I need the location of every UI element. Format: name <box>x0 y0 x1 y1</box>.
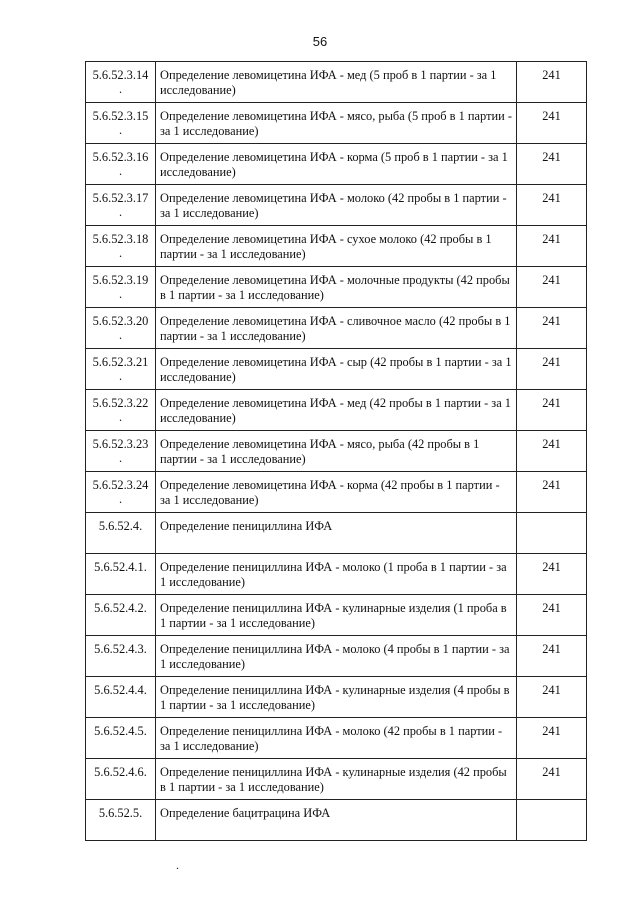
item-price: 241 <box>517 390 587 431</box>
item-code-cell <box>86 513 156 554</box>
table-row <box>86 267 587 308</box>
item-code: 5.6.52.4.4. <box>94 683 147 697</box>
item-price: 241 <box>517 718 587 759</box>
item-code-cell <box>86 718 156 759</box>
item-price: 241 <box>517 636 587 677</box>
item-code-cell <box>86 636 156 677</box>
item-price: 241 <box>517 185 587 226</box>
item-code: 5.6.52.5. <box>98 806 143 820</box>
table-row <box>86 472 587 513</box>
item-code-suffix: . <box>118 451 123 465</box>
item-code-suffix: . <box>118 328 123 342</box>
item-code-suffix: . <box>118 410 123 424</box>
item-code: 5.6.52.3.14 <box>92 68 149 82</box>
item-code-cell <box>86 308 156 349</box>
item-price <box>517 800 587 841</box>
table-row <box>86 554 587 595</box>
item-price: 241 <box>517 677 587 718</box>
item-description: Определение левомицетина ИФА - мясо, рыба (42 пробы в 1 партии - за 1 исследование) <box>156 431 517 472</box>
item-price: 241 <box>517 554 587 595</box>
item-description: Определение пенициллина ИФА - кулинарные изделия (1 проба в 1 партии - за 1 исследование) <box>156 595 517 636</box>
item-code-suffix: . <box>118 123 123 137</box>
item-code-suffix: . <box>118 205 123 219</box>
item-code-suffix: . <box>118 82 123 96</box>
item-code-suffix: . <box>118 287 123 301</box>
item-description: Определение пенициллина ИФА - молоко (42 пробы в 1 партии - за 1 исследование) <box>156 718 517 759</box>
item-price <box>517 513 587 554</box>
item-code-cell <box>86 554 156 595</box>
item-code-cell <box>86 144 156 185</box>
table-row <box>86 800 587 841</box>
item-description: Определение левомицетина ИФА - молоко (42 пробы в 1 партии - за 1 исследование) <box>156 185 517 226</box>
item-code: 5.6.52.3.21 <box>92 355 149 369</box>
item-code: 5.6.52.3.20 <box>92 314 149 328</box>
item-description: Определение левомицетина ИФА - молочные продукты (42 пробы в 1 партии - за 1 исследование) <box>156 267 517 308</box>
item-price: 241 <box>517 103 587 144</box>
item-code-cell <box>86 185 156 226</box>
item-price: 241 <box>517 759 587 800</box>
item-price: 241 <box>517 308 587 349</box>
table-row <box>86 595 587 636</box>
table-body <box>86 62 587 841</box>
item-code: 5.6.52.3.23 <box>92 437 149 451</box>
item-price: 241 <box>517 595 587 636</box>
table-row <box>86 759 587 800</box>
table-row <box>86 718 587 759</box>
item-code: 5.6.52.3.22 <box>92 396 149 410</box>
table-row <box>86 390 587 431</box>
item-code-cell <box>86 677 156 718</box>
item-description: Определение пенициллина ИФА - молоко (4 пробы в 1 партии - за 1 исследование) <box>156 636 517 677</box>
table-row <box>86 636 587 677</box>
item-description: Определение пенициллина ИФА <box>156 513 517 554</box>
table-row <box>86 62 587 103</box>
item-code: 5.6.52.3.16 <box>92 150 149 164</box>
item-code: 5.6.52.4.2. <box>94 601 147 615</box>
item-code: 5.6.52.3.17 <box>92 191 149 205</box>
item-description: Определение левомицетина ИФА - корма (5 проб в 1 партии - за 1 исследование) <box>156 144 517 185</box>
table-row <box>86 513 587 554</box>
item-price: 241 <box>517 349 587 390</box>
item-price: 241 <box>517 267 587 308</box>
item-code: 5.6.52.4.3. <box>94 642 147 656</box>
item-code: 5.6.52.3.24 <box>92 478 149 492</box>
item-code-suffix: . <box>118 492 123 506</box>
item-description: Определение левомицетина ИФА - мясо, рыба (5 проб в 1 партии - за 1 исследование) <box>156 103 517 144</box>
table-row <box>86 226 587 267</box>
table-row <box>86 144 587 185</box>
item-price: 241 <box>517 62 587 103</box>
item-description: Определение левомицетина ИФА - корма (42 пробы в 1 партии - за 1 исследование) <box>156 472 517 513</box>
item-price: 241 <box>517 431 587 472</box>
item-description: Определение пенициллина ИФА - кулинарные изделия (42 пробы в 1 партии - за 1 исследование) <box>156 759 517 800</box>
item-code-suffix: . <box>118 246 123 260</box>
item-description: Определение левомицетина ИФА - сыр (42 пробы в 1 партии - за 1 исследование) <box>156 349 517 390</box>
table-row <box>86 349 587 390</box>
item-code: 5.6.52.4.1. <box>94 560 147 574</box>
item-code-cell <box>86 759 156 800</box>
table-row <box>86 431 587 472</box>
item-description: Определение левомицетина ИФА - сливочное масло (42 пробы в 1 партии - за 1 исследование) <box>156 308 517 349</box>
item-description: Определение бацитрацина ИФА <box>156 800 517 841</box>
item-description: Определение пенициллина ИФА - кулинарные изделия (4 пробы в 1 партии - за 1 исследование) <box>156 677 517 718</box>
price-table <box>85 61 587 841</box>
item-code: 5.6.52.3.19 <box>92 273 149 287</box>
item-code-cell <box>86 103 156 144</box>
item-description: Определение левомицетина ИФА - мед (42 пробы в 1 партии - за 1 исследование) <box>156 390 517 431</box>
item-code-cell <box>86 267 156 308</box>
item-description: Определение пенициллина ИФА - молоко (1 проба в 1 партии - за 1 исследование) <box>156 554 517 595</box>
item-price: 241 <box>517 472 587 513</box>
item-description: Определение левомицетина ИФА - мед (5 проб в 1 партии - за 1 исследование) <box>156 62 517 103</box>
item-code-cell <box>86 595 156 636</box>
page-number: 56 <box>312 34 328 49</box>
table-row <box>86 185 587 226</box>
item-code: 5.6.52.3.18 <box>92 232 149 246</box>
item-description: Определение левомицетина ИФА - сухое молоко (42 пробы в 1 партии - за 1 исследование) <box>156 226 517 267</box>
table-row <box>86 677 587 718</box>
item-code: 5.6.52.4.6. <box>94 765 147 779</box>
item-code-cell <box>86 431 156 472</box>
item-code-suffix: . <box>118 369 123 383</box>
item-code-cell <box>86 472 156 513</box>
item-code-cell <box>86 62 156 103</box>
item-code-suffix: . <box>118 164 123 178</box>
item-code: 5.6.52.3.15 <box>92 109 149 123</box>
item-code-cell <box>86 800 156 841</box>
item-code-cell <box>86 390 156 431</box>
item-code: 5.6.52.4. <box>98 519 143 533</box>
item-code-cell <box>86 349 156 390</box>
footer-mark: . <box>176 858 179 872</box>
item-code: 5.6.52.4.5. <box>94 724 147 738</box>
table-row <box>86 103 587 144</box>
table-row <box>86 308 587 349</box>
item-price: 241 <box>517 144 587 185</box>
item-code-cell <box>86 226 156 267</box>
item-price: 241 <box>517 226 587 267</box>
